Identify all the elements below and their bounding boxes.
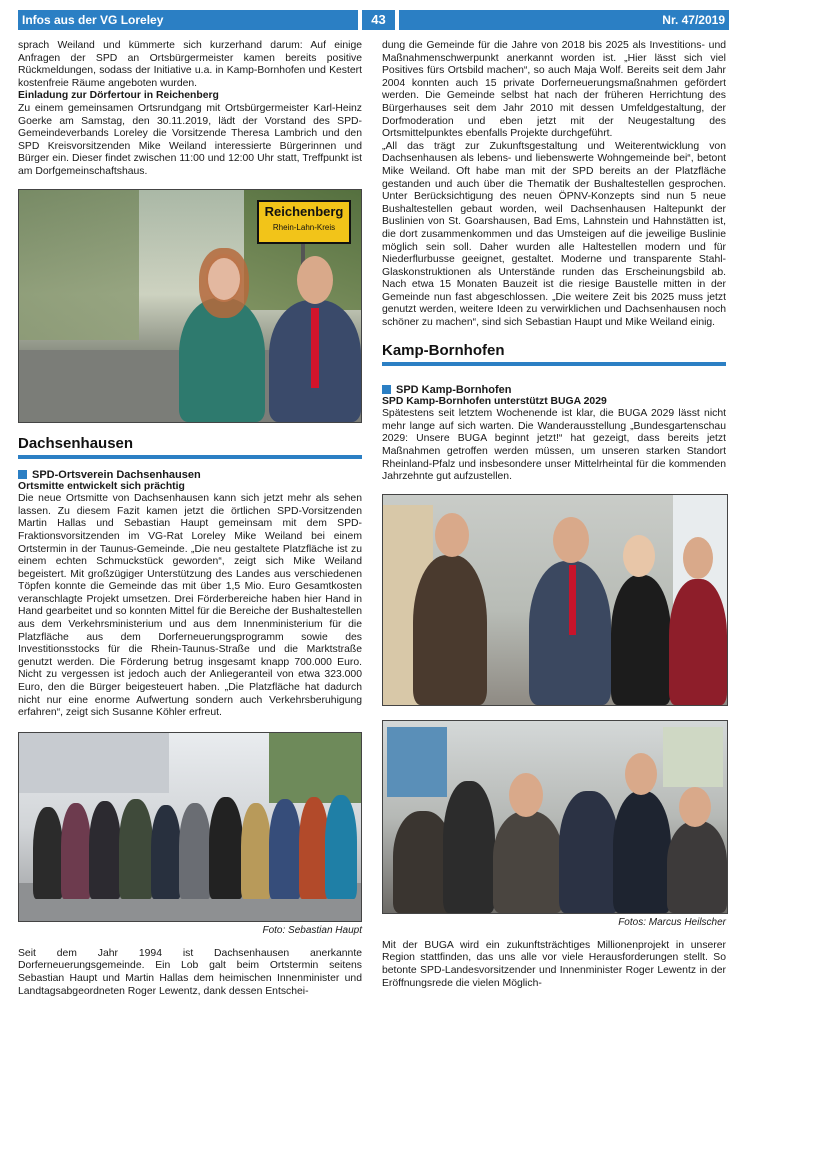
invite-heading: Einladung zur Dörfertour in Reichenberg xyxy=(18,90,219,102)
article-subheading: Ortsmitte entwickelt sich prächtig xyxy=(18,480,185,492)
left-column xyxy=(18,40,362,998)
org-heading xyxy=(18,469,362,481)
section-title-kamp-bornhofen: Kamp-Bornhofen xyxy=(382,342,726,366)
square-bullet-icon xyxy=(18,470,27,479)
org-name-kamp: SPD Kamp-Bornhofen xyxy=(396,383,512,396)
org-name: SPD-Ortsverein Dachsenhausen xyxy=(32,468,201,481)
town-sign xyxy=(257,200,351,244)
page-header xyxy=(18,10,729,30)
town-sign-name: Reichenberg xyxy=(264,203,344,219)
right-column xyxy=(382,40,726,990)
intro-paragraph: sprach Weiland und kümmerte sich kurzerhand darum: Auf einige Anfragen der SPD an Ortsbürgermeister kamen bereits positive Rückmeldungen, sodass der Initiative u.a. in Kamp-Bornhofen und Kestert kostenfreie Räume angeboten wurden. xyxy=(18,40,362,89)
header-title: Infos aus der VG Loreley xyxy=(18,10,358,30)
photo-caption-left: Foto: Sebastian Haupt xyxy=(262,924,362,936)
bottom-paragraph-right: Mit der BUGA wird ein zukunftsträchtiges Millionenprojekt in unserer Region stattfinden, das uns alle vor viele Herausforderungen stellt. So betonte SPD-Landesvorsitzender und Innenminister Roger Lewentz in der Eröffnungsrede die vielen Möglich- xyxy=(382,939,726,989)
article-body-kamp: Spätestens seit letztem Wochenende ist klar, die BUGA 2029 lässt nicht mehr lange auf sich warten. Die Wanderausstellung „Bundesgartenschau 2029: Unsere BUGA beginnt jetzt!“ hat gezeigt, dass bereits jetzt Maßnahmen getroffen werden müssen, um unseren starken Standort Rheinland-Pfalz und insbesondere unser Mittelrheintal für die kommenden Jahrzehnte gut aufzustellen. xyxy=(382,408,726,483)
reichenberg-photo xyxy=(18,189,362,423)
page-number: 43 xyxy=(362,10,395,30)
bottom-paragraph-left: Seit dem Jahr 1994 ist Dachsenhausen anerkannte Dorferneuerungsgemeinde. Ein Lob galt beim Ortstermin seitens Sebastian Haupt und Martin Hallas dem heimischen Innenminister und Landtagsabgeordneten Roger Lewentz, dank dessen Entschei- xyxy=(18,947,362,997)
square-bullet-icon xyxy=(382,385,391,394)
article-body: Die neue Ortsmitte von Dachsenhausen kann sich jetzt mehr als sehen lassen. Zu diesem Fazit kamen jetzt die örtlichen SPD-Vorsitzenden Martin Hallas und Sebastian Haupt gemeinsam mit dem SPD-Fraktionsvorsitzenden im VG-Rat Loreley Mike Weiland bei einem Ortstermin in der Taunus-Gemeinde. „Die neu gestaltete Platzfläche ist zu einem echten Schmuckstück geworden“, zeigt sich Mike Weiland begeistert. Mit großzügiger Unterstützung des Landes aus verschiedenen Töpfen konnte die Gemeinde das mit über 1,5 Mio. Euro Gesamtkosten veranschlagte Projekt umsetzen. Drei Förderbereiche haben hier Hand in Hand gearbeitet und so konnten Mittel für die Bereiche der Bushaltestellen aus dem Verkehrsministerium und aus dem Innenministerium für die Platzfläche aus dem Dorferneuerungsprogramm sowie des Investitionsstocks für die Rhein-Taunus-Straße und die Marktstraße genutzt werden. Die Förderung betrug insgesamt knapp 700.000 Euro. Nicht zu vergessen ist jedoch auch der Anliegeranteil von etwa 323.000 Euro, den die Bürger beigesteuert haben. „Die Platzfläche hat dadurch nicht nur eine enorme Aufwertung sondern auch Verkehrsberuhigung erfahren“, zeigt sich Susanne Köhler erfreut. xyxy=(18,493,362,719)
invite-paragraph: Zu einem gemeinsamen Ortsrundgang mit Ortsbürgermeister Karl-Heinz Goerke am Samstag, den 30.11.2019, lädt der Vorstand des SPD-Gemeindeverbands Loreley die Vorsitzende Theresa Lambrich und den SPD Kreisvorsitzenden Mike Weiland interessierte Bürgerinnen und Bürger ein. Dieser findet zwischen 11:00 und 12:00 Uhr statt, Treffpunkt ist am Dorfgemeinschaftshaus. xyxy=(18,102,362,177)
section-title-dachsenhausen: Dachsenhausen xyxy=(18,435,362,459)
continued-paragraph-2: „All das trägt zur Zukunftsgestaltung und Weiterentwicklung von Dachsenhausen als lebens- und liebenswerte Wohngemeinde bei“, betont Mike Weiland. Oft habe man mit der SPD bereits an der Platzfläche gestanden und auch über die Thematik der Bushaltestellen gesprochen. Unter Berücksichtigung des neuen ÖPNV-Konzepts sind nun 5 neue Bushaltestellen gebaut worden, weil Dachsenhausen Haltepunkt der Buslinien von St. Goarshausen, Bad Ems, Lahnstein und Hahnstätten ist, die dort zusammenkommen und das Umsteigen auf die jeweilige Buslinie möglich sein soll. Daher wurden alle Haltestellen modern und für Niederflurbusse geeignet, gestaltet. Moderne und transparente Stahl-Glaskonstruktionen als Unterstände runden das Erscheinungsbild ab. Nach etwa 15 Monaten Bauzeit ist die riesige Baustelle mitten in der Gemeinde nun fast abgeschlossen. „Die weitere Zeit bis 2025 muss jetzt genutzt werden, weitere Ideen zu verwirklichen und Dachsenhausen noch schöner zu machen“, sind sich Sebastian Haupt und Mike Weiland einig. xyxy=(382,140,726,329)
town-sign-district: Rhein-Lahn-Kreis xyxy=(272,222,336,232)
article-subheading-kamp: SPD Kamp-Bornhofen unterstützt BUGA 2029 xyxy=(382,395,607,407)
buga-photo-1 xyxy=(382,494,728,706)
group-photo xyxy=(18,732,362,922)
man-head xyxy=(297,256,333,304)
continued-paragraph: dung die Gemeinde für die Jahre von 2018 bis 2025 als Investitions- und Maßnahmenschwerpunkt anerkannt worden ist. „Hier lässt sich viel Positives fürs Ortsbild machen“, so auch Maja Wolf. Bereits seit dem Jahr 2004 konnten auch 15 private Dorferneuerungsmaßnahmen gefördert werden. Die Gemeinde selbst hat nach der früheren Herrichtung des Bürgerhauses seit dem Jahr 2010 mit dessen Umfeldgestaltung, der Dorfmoderation und eben jetzt mit der Neugestaltung des Ortsmittelpunktes ebenfalls Projekte durchgeführt. xyxy=(382,40,726,140)
issue-number: Nr. 47/2019 xyxy=(399,10,729,30)
org-heading-kamp xyxy=(382,384,726,396)
buga-photo-2 xyxy=(382,720,728,914)
photo-caption-right: Fotos: Marcus Heilscher xyxy=(618,916,726,928)
